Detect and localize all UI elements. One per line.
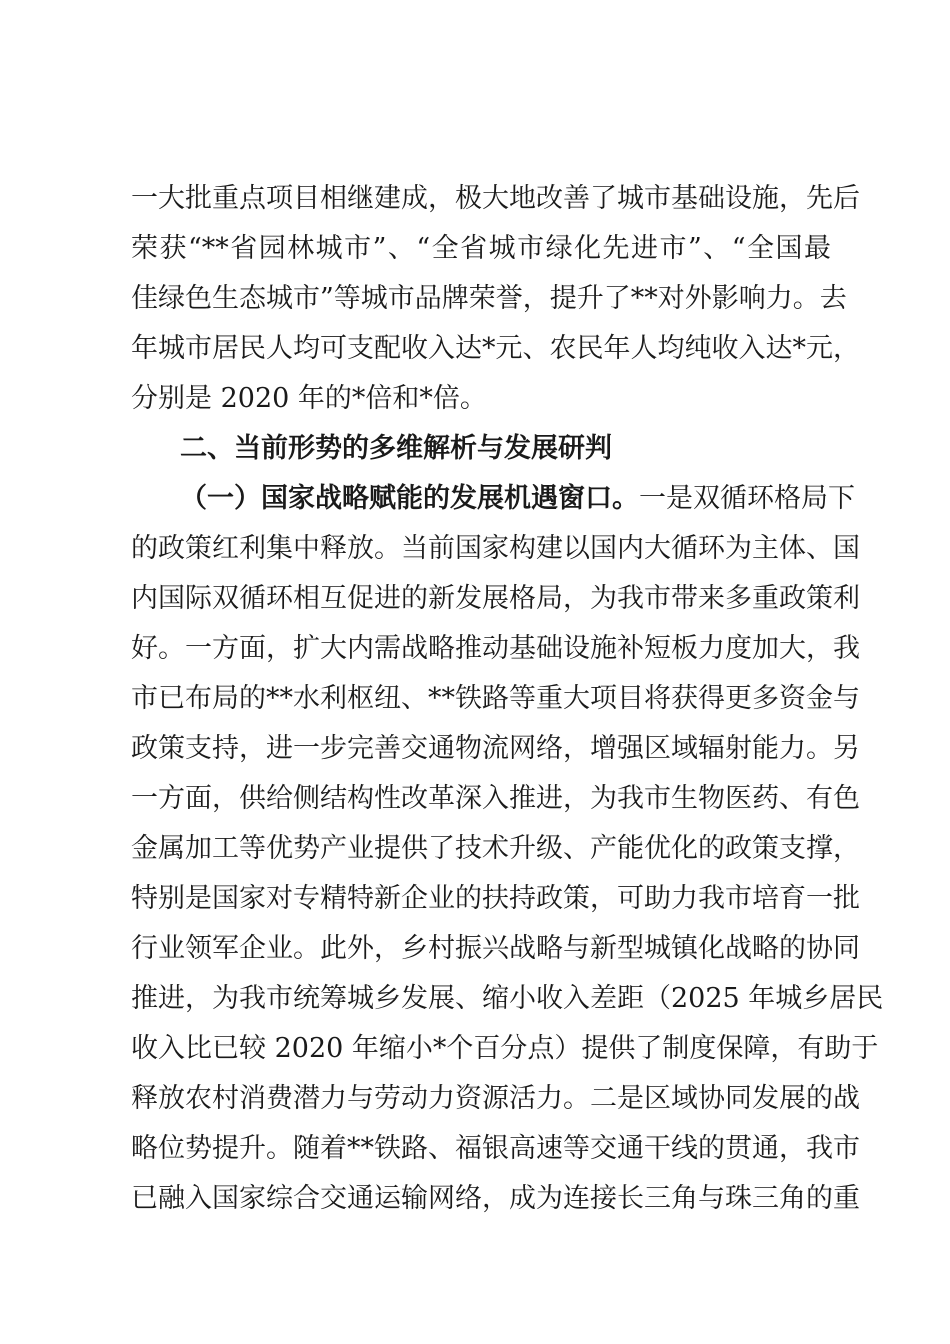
paragraph-line: 荣获“**省园林城市”、“全省城市绿化先进市”、“全国最 <box>131 233 831 264</box>
paragraph-line: 已融入国家综合交通运输网络，成为连接长三角与珠三角的重 <box>131 1183 860 1214</box>
paragraph-line: 特别是国家对专精特新企业的扶持政策，可助力我市培育一批 <box>131 883 860 914</box>
paragraph-line: 政策支持，进一步完善交通物流网络，增强区域辐射能力。另 <box>131 733 860 764</box>
paragraph-line: 佳绿色生态城市”等城市品牌荣誉，提升了**对外影响力。去 <box>131 283 847 314</box>
paragraph-line: 分别是 2020 年的*倍和*倍。 <box>131 383 487 414</box>
paragraph-lead-rest: 一是双循环格局下 <box>639 483 855 514</box>
paragraph-line: 推进，为我市统筹城乡发展、缩小收入差距（2025 年城乡居民 <box>131 983 884 1014</box>
paragraph-line: 一方面，供给侧结构性改革深入推进，为我市生物医药、有色 <box>131 783 860 814</box>
paragraph-line: 好。一方面，扩大内需战略推动基础设施补短板力度加大，我 <box>131 633 860 664</box>
section-heading: 二、当前形势的多维解析与发展研判 <box>180 433 612 464</box>
paragraph-line: 年城市居民人均可支配收入达*元、农民年人均纯收入达*元， <box>131 333 860 364</box>
paragraph-line: 收入比已较 2020 年缩小*个百分点）提供了制度保障，有助于 <box>131 1033 879 1064</box>
paragraph-lead-line <box>180 476 855 522</box>
paragraph-line: 略位势提升。随着**铁路、福银高速等交通干线的贯通，我市 <box>131 1133 860 1164</box>
paragraph-line: 的政策红利集中释放。当前国家构建以国内大循环为主体、国 <box>131 533 860 564</box>
paragraph-line: 释放农村消费潜力与劳动力资源活力。二是区域协同发展的战 <box>131 1083 860 1114</box>
paragraph-line: 行业领军企业。此外，乡村振兴战略与新型城镇化战略的协同 <box>131 933 860 964</box>
subsection-heading: （一）国家战略赋能的发展机遇窗口。 <box>180 483 639 514</box>
paragraph-line: 一大批重点项目相继建成，极大地改善了城市基础设施，先后 <box>131 183 860 214</box>
paragraph-line: 内国际双循环相互促进的新发展格局，为我市带来多重政策利 <box>131 583 860 614</box>
paragraph-line: 市已布局的**水利枢纽、**铁路等重大项目将获得更多资金与 <box>131 683 860 714</box>
paragraph-line: 金属加工等优势产业提供了技术升级、产能优化的政策支撑， <box>131 833 860 864</box>
